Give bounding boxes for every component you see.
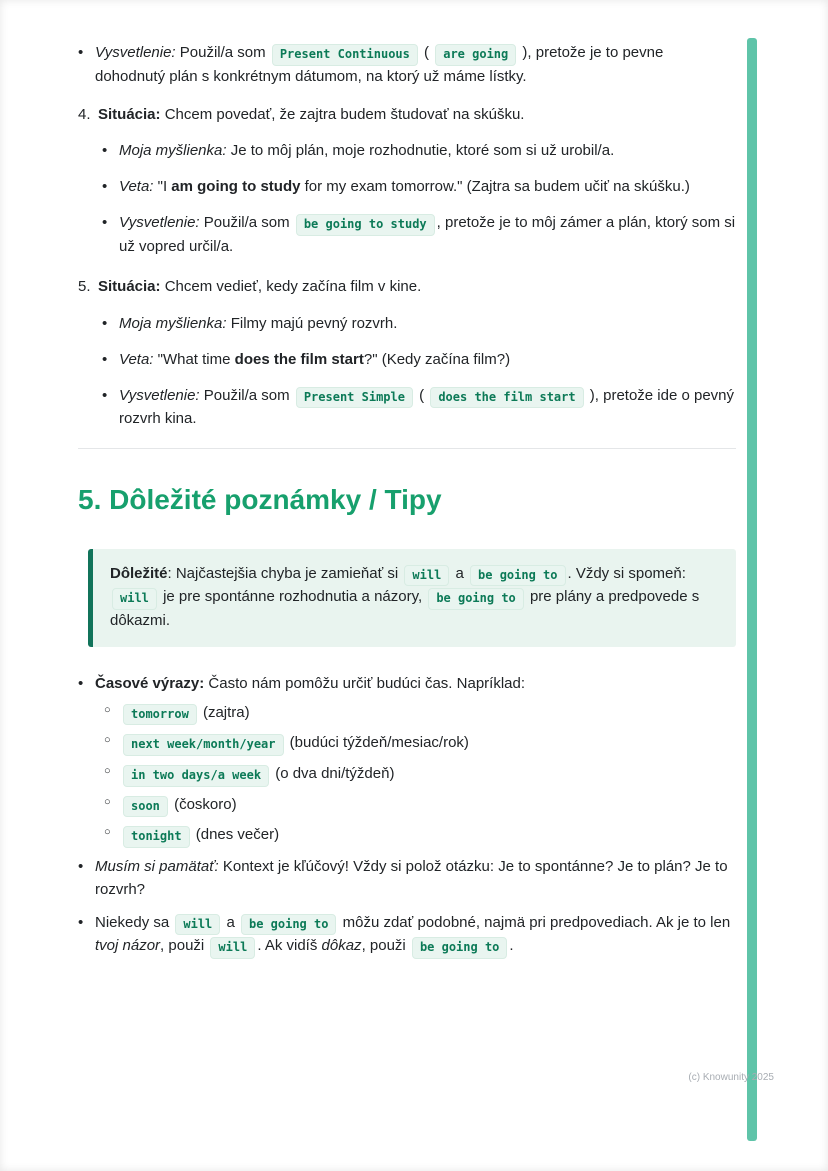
list-item-text (121, 702, 736, 726)
text-run: a (451, 564, 469, 582)
text-run: . Ak vidíš (257, 937, 322, 955)
circle-bullet-marker: ○ (104, 703, 111, 716)
list-item (104, 702, 736, 726)
list-item (102, 176, 736, 199)
bullet-marker: • (102, 214, 108, 232)
text-run: "I (153, 178, 172, 196)
text-run: (zajtra) (198, 703, 250, 721)
inline-code-badge: will (404, 565, 449, 587)
numbered-item-text (98, 104, 736, 127)
text-run: (dnes večer) (191, 826, 280, 844)
list-item-text (121, 824, 736, 848)
inline-code-badge: Present Simple (296, 387, 413, 409)
text-run: (budúci týždeň/mesiac/rok) (285, 734, 469, 752)
bullet-marker: • (102, 386, 108, 404)
inline-code-badge: Present Continuous (272, 44, 418, 66)
text-run: , použi (160, 937, 209, 955)
bullet-marker: • (102, 178, 108, 196)
text-run: Často nám pomôžu určiť budúci čas. Napríklad: (204, 674, 526, 692)
bold-text: Časové výrazy: (95, 674, 205, 692)
text-run: ), pretože ide o pevný rozvrh kina. (119, 386, 735, 428)
situation-5-bullet-list (102, 313, 736, 431)
bullet-marker: • (78, 674, 84, 692)
list-item (78, 673, 736, 696)
bullet-marker: • (78, 857, 84, 875)
section-heading: 5. Dôležité poznámky / Tipy (78, 484, 442, 516)
list-item (78, 912, 736, 959)
italic-text: Vysvetlenie: (95, 44, 176, 61)
text-run: ( (419, 44, 434, 61)
list-item-text (121, 732, 736, 756)
inline-code-badge: be going to (428, 588, 523, 610)
list-item (78, 856, 736, 902)
italic-text: Moja myšlienka: (119, 314, 227, 332)
copyright-watermark: (c) Knowunity 2025 (688, 1072, 774, 1083)
bullet-marker: • (78, 44, 84, 61)
explanation-bullet-list (78, 42, 736, 89)
bullet-marker: • (102, 142, 108, 160)
text-run: Niekedy sa (95, 913, 174, 931)
list-item-text (121, 794, 736, 818)
list-item-text (119, 349, 736, 372)
inline-code-badge: soon (123, 796, 168, 818)
bold-text: am going to study (171, 178, 301, 196)
inline-code-badge: in two days/a week (123, 765, 269, 787)
text-run: Filmy majú pevný rozvrh. (226, 314, 398, 332)
numbered-item-5 (78, 276, 736, 299)
text-run: "What time (153, 350, 235, 368)
tips-bullet-list (78, 673, 736, 959)
list-item-text (119, 212, 736, 259)
text-run: Chcem povedať, že zajtra budem študovať na skúšku. (160, 105, 525, 123)
italic-text: Musím si pamätať: (95, 857, 219, 875)
inline-code-badge: does the film start (430, 387, 583, 409)
text-run: ( (414, 386, 429, 404)
text-run: : Najčastejšia chyba je zamieňať si (167, 564, 403, 582)
text-run: môžu zdať podobné, najmä pri predpovediach. Ak je to len (338, 913, 731, 931)
bold-text: Situácia: (98, 105, 161, 123)
italic-text: Moja myšlienka: (119, 142, 227, 160)
list-item-text (95, 42, 736, 89)
text-run: (o dva dni/týždeň) (271, 765, 395, 783)
list-item (102, 385, 736, 432)
important-callout (88, 549, 736, 647)
inline-code-badge: be going to (412, 937, 507, 959)
bullet-marker: • (102, 314, 108, 332)
inline-code-badge: tomorrow (123, 704, 197, 726)
text-run: ?" (Kedy začína film?) (363, 350, 511, 368)
page-accent-bar (747, 38, 757, 1141)
inline-code-badge: next week/month/year (123, 734, 284, 756)
list-item-text (95, 673, 736, 696)
list-item-text (119, 313, 736, 336)
section-divider (78, 448, 736, 449)
time-expressions-list (104, 702, 736, 848)
text-run: Použil/a som (175, 44, 270, 61)
text-run: a (222, 913, 239, 931)
list-item (104, 794, 736, 818)
page-content (78, 42, 736, 969)
list-item (78, 42, 736, 89)
text-run: . (509, 937, 514, 955)
italic-text: tvoj názor (95, 937, 161, 955)
text-run: je pre spontánne rozhodnutia a názory, (158, 588, 427, 606)
list-item-text (95, 856, 736, 902)
bullet-marker: • (102, 350, 108, 368)
inline-code-badge: be going to study (296, 214, 435, 236)
italic-text: Veta: (119, 350, 154, 368)
text-run: Je to môj plán, moje rozhodnutie, ktoré som si už urobil/a. (226, 142, 615, 160)
inline-code-badge: be going to (241, 914, 336, 936)
italic-text: dôkaz (321, 937, 362, 955)
list-item (104, 732, 736, 756)
text-run: pre plány a predpovede s dôkazmi. (110, 588, 700, 629)
list-item-text (119, 176, 736, 199)
numbered-item-text (98, 276, 736, 299)
inline-code-badge: will (175, 914, 220, 936)
list-item (102, 212, 736, 259)
circle-bullet-marker: ○ (104, 765, 111, 778)
text-run: (čoskoro) (169, 795, 237, 813)
italic-text: Veta: (119, 178, 154, 196)
text-run: . Vždy si spomeň: (567, 564, 686, 582)
bold-text: does the film start (234, 350, 364, 368)
italic-text: Vysvetlenie: (119, 214, 200, 232)
number-marker: 5. (78, 277, 91, 295)
inline-code-badge: be going to (470, 565, 565, 587)
callout-text (110, 563, 718, 633)
text-run: , pretože je to môj zámer a plán, ktorý som si už vopred určil/a. (119, 214, 736, 255)
italic-text: Vysvetlenie: (119, 386, 200, 404)
list-item (102, 349, 736, 372)
text-run: Kontext je kľúčový! Vždy si polož otázku: Je to spontánne? Je to plán? Je to rozvrh? (95, 857, 728, 898)
text-run: , použi (361, 937, 410, 955)
list-item (102, 313, 736, 336)
bullet-marker: • (78, 913, 84, 931)
inline-code-badge: will (112, 588, 157, 610)
list-item (104, 824, 736, 848)
bold-text: Dôležité (110, 564, 168, 582)
circle-bullet-marker: ○ (104, 795, 111, 808)
text-run: Chcem vedieť, kedy začína film v kine. (160, 277, 422, 295)
inline-code-badge: will (210, 937, 255, 959)
numbered-item-4 (78, 104, 736, 127)
text-run: Použil/a som (199, 214, 294, 232)
list-item-text (95, 912, 736, 959)
list-item-text (119, 385, 736, 432)
inline-code-badge: are going (435, 44, 516, 66)
list-item (104, 763, 736, 787)
inline-code-badge: tonight (123, 826, 190, 848)
list-item-text (121, 763, 736, 787)
number-marker: 4. (78, 105, 91, 123)
list-item (102, 140, 736, 163)
circle-bullet-marker: ○ (104, 734, 111, 747)
list-item-text (119, 140, 736, 163)
bold-text: Situácia: (98, 277, 161, 295)
text-run: for my exam tomorrow." (Zajtra sa budem učiť na skúšku.) (300, 178, 690, 196)
text-run: ), pretože je to pevne dohodnutý plán s konkrétnym dátumom, na ktorý už máme lístky. (95, 44, 664, 85)
situation-4-bullet-list (102, 140, 736, 258)
circle-bullet-marker: ○ (104, 826, 111, 839)
text-run: Použil/a som (199, 386, 294, 404)
